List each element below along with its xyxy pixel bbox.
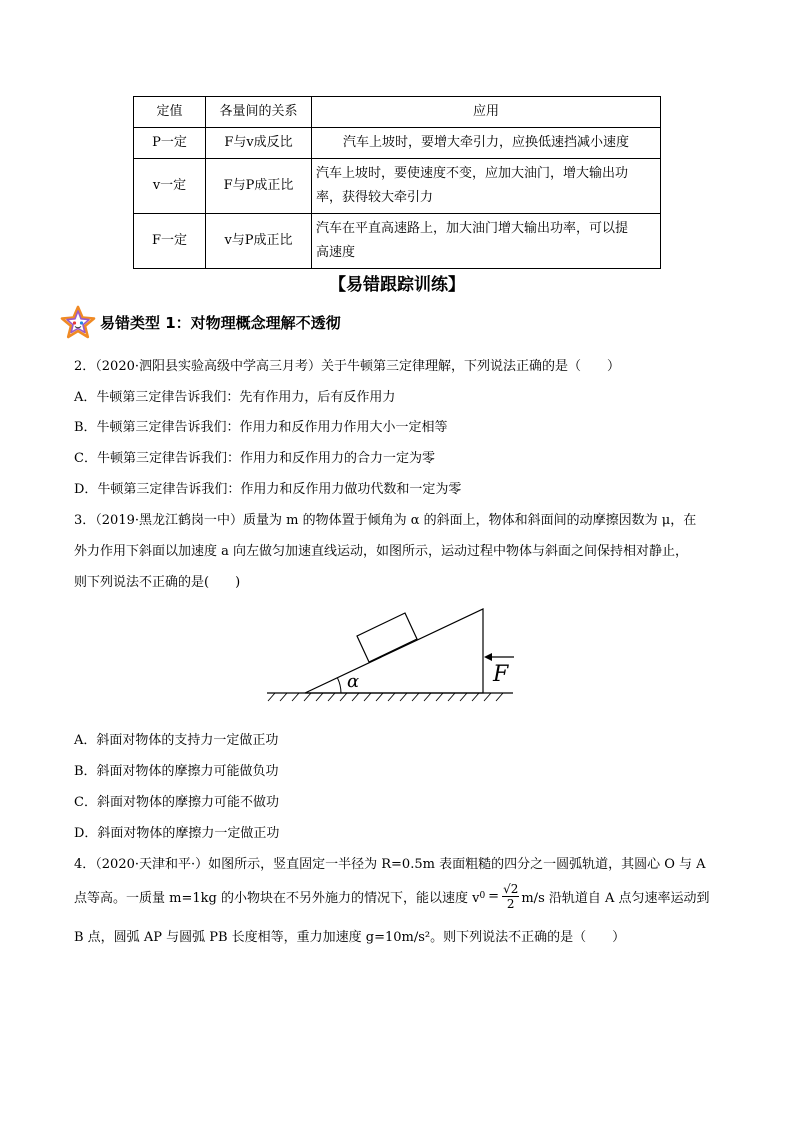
q2-option-b: B．牛顿第三定律告诉我们：作用力和反作用力作用大小一定相等 [74, 420, 448, 435]
table-row [134, 128, 661, 159]
cell-application-line2: 率，获得较大牵引力 [316, 190, 434, 205]
ground-hatching [268, 693, 503, 701]
table-header-row [134, 97, 661, 128]
q3-stem-line3: 则下列说法不正确的是( ) [74, 575, 241, 590]
relation-table [133, 96, 661, 269]
angle-label: α [347, 671, 360, 692]
star-icon [60, 305, 96, 339]
table-row [134, 214, 661, 269]
incline-diagram [265, 603, 515, 703]
cell-application-line1: 汽车上坡时，要使速度不变，应加大油门，增大输出功 [316, 166, 629, 181]
cell-application [312, 128, 661, 159]
cell-application [312, 159, 661, 214]
q3-option-b: B．斜面对物体的摩擦力可能做负功 [74, 764, 279, 779]
fraction-numerator: √2 [503, 881, 519, 896]
cell-fixed: v一定 [134, 159, 206, 214]
velocity-fraction [502, 882, 519, 911]
v0-subscript: 0 [479, 891, 486, 901]
category-heading [60, 303, 341, 341]
cell-fixed: F一定 [134, 214, 206, 269]
cell-relation: F与v成反比 [206, 128, 312, 159]
cell-application-line1: 汽车在平直高速路上，加大油门增大输出功率，可以提 [316, 221, 629, 236]
angle-arc [338, 678, 342, 693]
q3-stem-line2: 外力作用下斜面以加速度 a 向左做匀加速直线运动，如图所示，运动过程中物体与斜面之间保持相对静止， [74, 544, 689, 559]
header-fixed: 定值 [134, 97, 206, 128]
q4-stem-line1: 4．（2020·天津和平·）如图所示，竖直固定一半径为 R=0.5m 表面粗糙的四分之一圆弧轨道，其圆心 O 与 A [74, 857, 706, 872]
q3-stem-line1: 3．（2019·黑龙江鹤岗一中）质量为 m 的物体置于倾角为 α 的斜面上，物体和斜面间的动摩擦因数为 μ，在 [74, 513, 697, 528]
section-title: 【易错跟踪训练】 [329, 275, 465, 295]
cell-application [312, 214, 661, 269]
q2-option-a: A．牛顿第三定律告诉我们：先有作用力，后有反作用力 [74, 390, 396, 405]
force-label: F [493, 662, 509, 687]
cell-application-line2: 高速度 [316, 245, 356, 260]
q3-option-a: A．斜面对物体的支持力一定做正功 [74, 733, 279, 748]
q2-stem: 2．（2020·泗阳县实验高级中学高三月考）关于牛顿第三定律理解，下列说法正确的是（ ） [74, 359, 620, 374]
cell-application-text: 汽车上坡时，要增大牵引力，应换低速挡减小速度 [342, 135, 629, 150]
force-arrowhead [484, 653, 492, 661]
fraction-denominator: 2 [506, 896, 515, 911]
header-application: 应用 [312, 97, 661, 128]
q4-stem-line3: B 点，圆弧 AP 与圆弧 PB 长度相等，重力加速度 g=10m/s²。则下列说法不正确的是（ ） [74, 930, 626, 945]
category-text: 易错类型 1：对物理概念理解不透彻 [100, 313, 341, 332]
header-relation: 各量间的关系 [206, 97, 312, 128]
table-row [134, 159, 661, 214]
q2-option-c: C．牛顿第三定律告诉我们：作用力和反作用力的合力一定为零 [74, 451, 435, 466]
q3-option-c: C．斜面对物体的摩擦力可能不做功 [74, 795, 279, 810]
cell-relation: v与P成正比 [206, 214, 312, 269]
q2-option-d: D．牛顿第三定律告诉我们：作用力和反作用力做功代数和一定为零 [74, 482, 462, 497]
q4-line2-text-a: 点等高。一质量 m=1kg 的小物块在不另外施力的情况下，能以速度 v [74, 890, 480, 906]
cell-relation: F与P成正比 [206, 159, 312, 214]
q4-line2-text-b: m/s 沿轨道自 A 点匀速率运动到 [521, 890, 710, 906]
cell-fixed: P一定 [134, 128, 206, 159]
q3-option-d: D．斜面对物体的摩擦力一定做正功 [74, 826, 280, 841]
q4-stem-line2: 点等高。一质量 m=1kg 的小物块在不另外施力的情况下，能以速度 v 0 = $\frac{√2}{2}$ m/s 沿轨道自 A 点匀速率运动到 [74, 881, 710, 911]
